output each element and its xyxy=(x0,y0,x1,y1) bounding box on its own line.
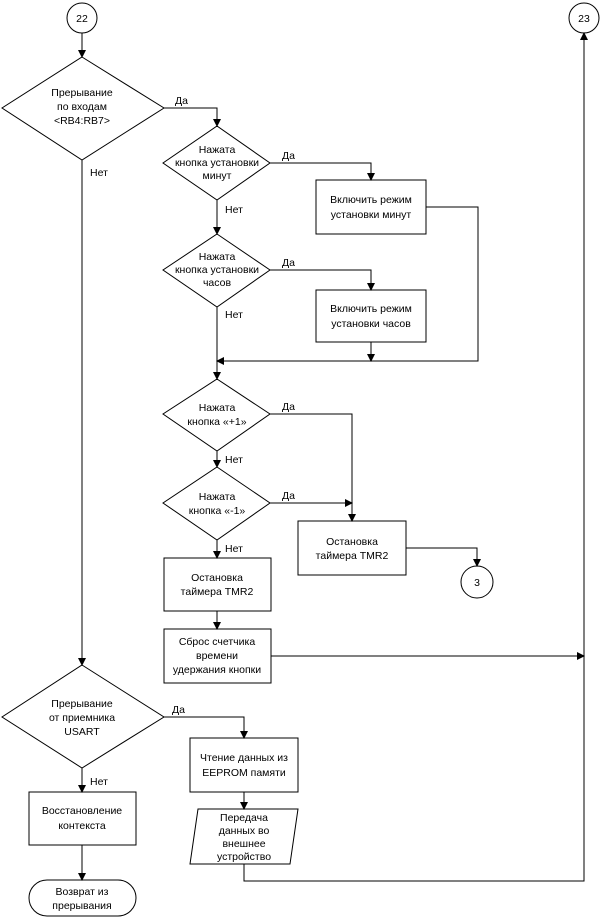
decision-hours-key xyxy=(163,234,270,307)
connector-22 xyxy=(67,3,97,33)
io-transfer-line2: данных во xyxy=(218,825,270,837)
terminal-return-line2: прерывания xyxy=(52,900,112,912)
label-rb-yes: Да xyxy=(175,95,188,107)
flow-hours-yes xyxy=(270,270,371,290)
process-restore-context xyxy=(29,792,136,845)
flow-minutes-yes xyxy=(270,163,371,180)
label-plus-no: Нет xyxy=(225,454,243,466)
decision-plus-line1: Нажата xyxy=(198,402,236,414)
connector-3 xyxy=(461,566,493,598)
flow-rb-yes xyxy=(164,108,217,126)
decision-minutes-line3: минут xyxy=(202,170,232,182)
process-read-eeprom-line2: EEPROM памяти xyxy=(202,767,286,779)
process-enable-minutes-line1: Включить режим xyxy=(330,194,412,206)
process-enable-hours xyxy=(316,290,426,342)
process-enable-minutes-line2: установки минут xyxy=(330,209,412,221)
process-stop-timer-left-line1: Остановка xyxy=(191,572,243,584)
decision-minutes-line1: Нажата xyxy=(198,144,236,156)
process-reset-counter-line2: времени xyxy=(196,650,238,662)
io-transfer-line4: устройство xyxy=(216,851,272,863)
io-transfer-line1: Передача xyxy=(220,812,268,824)
label-hours-yes: Да xyxy=(282,257,295,269)
io-transfer xyxy=(190,809,298,864)
connector-3-label: 3 xyxy=(474,577,480,589)
decision-minus-line1: Нажата xyxy=(198,491,236,503)
decision-minutes-key xyxy=(163,126,270,200)
process-enable-hours-line2: установки часов xyxy=(331,318,411,330)
label-minus-yes: Да xyxy=(282,490,295,502)
terminal-return-line1: Возврат из xyxy=(55,886,109,898)
label-minus-no: Нет xyxy=(225,543,243,555)
decision-rb-interrupt xyxy=(2,57,164,160)
flow-lines xyxy=(82,33,584,881)
label-minutes-yes: Да xyxy=(282,150,295,162)
label-plus-yes: Да xyxy=(282,401,295,413)
process-restore-context-line2: контекста xyxy=(58,820,106,832)
label-rb-no: Нет xyxy=(90,167,108,179)
process-reset-counter-line1: Сброс счетчика xyxy=(178,636,256,648)
decision-rb-line1: Прерывание xyxy=(51,87,113,99)
branch-labels xyxy=(90,95,295,788)
decision-hours-line1: Нажата xyxy=(198,251,236,263)
process-read-eeprom-line1: Чтение данных из xyxy=(200,752,288,764)
decision-usart-line3: USART xyxy=(64,726,100,738)
process-enable-hours-line1: Включить режим xyxy=(330,303,412,315)
process-read-eeprom xyxy=(190,738,298,792)
flow-plus-yes xyxy=(270,414,352,521)
decision-usart-line1: Прерывание xyxy=(51,698,113,710)
process-stop-timer-left-line2: таймера TMR2 xyxy=(180,586,254,598)
label-hours-no: Нет xyxy=(225,309,243,321)
flow-stop-right-to-3 xyxy=(406,548,477,566)
decision-rb-line2: по входам xyxy=(57,101,107,113)
connector-23 xyxy=(569,3,599,33)
process-reset-counter-line3: удержания кнопки xyxy=(172,664,262,676)
process-enable-minutes xyxy=(316,180,426,234)
decision-rb-line3: <RB4:RB7> xyxy=(53,115,111,127)
decision-plus-line2: кнопка «+1» xyxy=(187,416,247,428)
decision-minus-key xyxy=(163,467,270,540)
connector-22-label: 22 xyxy=(76,13,88,25)
decision-hours-line2: кнопка установки xyxy=(174,264,260,276)
process-restore-context-line1: Восстановление xyxy=(41,805,123,817)
process-stop-timer-right-line1: Остановка xyxy=(326,536,378,548)
process-stop-timer-right-line2: таймера TMR2 xyxy=(315,550,389,562)
decision-hours-line3: часов xyxy=(202,277,232,289)
process-reset-counter xyxy=(164,629,271,683)
decision-usart-line2: от приемника xyxy=(48,712,116,724)
connector-23-label: 23 xyxy=(578,13,590,25)
decision-minus-line2: кнопка «-1» xyxy=(188,505,246,517)
process-stop-timer-left xyxy=(164,558,271,611)
io-transfer-line3: внешнее xyxy=(222,838,266,850)
flow-usart-yes xyxy=(164,717,244,738)
decision-plus-key xyxy=(163,379,270,451)
label-usart-no: Нет xyxy=(90,776,108,788)
decision-usart-interrupt xyxy=(2,665,164,768)
process-stop-timer-right xyxy=(298,521,406,575)
decision-minutes-line2: кнопка установки xyxy=(174,157,260,169)
label-usart-yes: Да xyxy=(172,704,185,716)
terminal-return xyxy=(29,880,136,916)
label-minutes-no: Нет xyxy=(225,204,243,216)
